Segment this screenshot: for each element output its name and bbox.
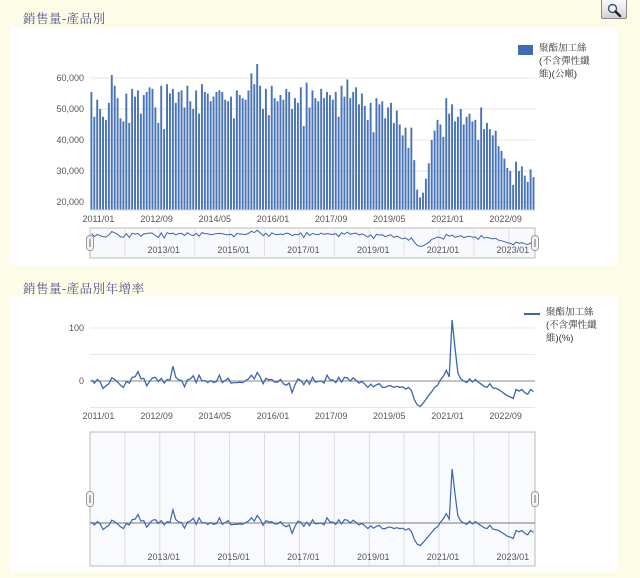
bar (233, 118, 235, 210)
bar (268, 115, 270, 210)
bar (96, 100, 98, 210)
bar (501, 151, 503, 210)
bar (239, 95, 241, 210)
bar (140, 114, 142, 210)
bar (521, 166, 523, 210)
chart2-title: 銷售量-產品別年增率 (23, 282, 145, 296)
navigator-handle-left[interactable] (87, 236, 94, 251)
bar (175, 103, 177, 210)
bar (393, 123, 395, 210)
bar (352, 92, 354, 210)
x-axis-label: 2022/09 (489, 411, 522, 421)
bar (378, 104, 380, 210)
navigator-label: 2017/01 (287, 552, 320, 562)
bar (189, 101, 191, 210)
bar (364, 106, 366, 210)
magnifier-icon (606, 3, 622, 18)
bar (454, 121, 456, 210)
bar (157, 123, 159, 210)
bar (332, 100, 334, 210)
bar (524, 176, 526, 210)
bar (509, 171, 511, 210)
bar (192, 109, 194, 210)
bar (265, 89, 267, 210)
bar (93, 117, 95, 210)
bar (387, 107, 389, 210)
bar (291, 109, 293, 210)
legend-text: 維)(%) (546, 333, 574, 344)
bar (134, 97, 136, 210)
bar (253, 84, 255, 210)
bar (285, 89, 287, 210)
y-axis-label: 30,000 (56, 166, 84, 176)
bar (210, 101, 212, 210)
bar (399, 125, 401, 211)
navigator-label: 2019/01 (356, 245, 390, 255)
navigator-label: 2019/01 (356, 552, 390, 562)
bar (329, 95, 331, 210)
bar (195, 90, 197, 210)
chart2-legend[interactable] (524, 306, 597, 345)
bar (437, 120, 439, 210)
bar (422, 193, 424, 210)
bar (108, 103, 110, 210)
bar (518, 171, 520, 210)
navigator-label: 2023/01 (496, 552, 530, 562)
y-axis-label: 20,000 (56, 197, 84, 207)
bar (213, 97, 215, 210)
bar (227, 101, 229, 210)
bar (375, 98, 377, 210)
bar (495, 131, 497, 210)
navigator-label: 2015/01 (217, 552, 250, 562)
legend-text: (不含彈性纖 (546, 320, 597, 331)
navigator-handle-right[interactable] (532, 492, 539, 507)
bar (259, 86, 261, 210)
yoy-growth-chart-panel (10, 296, 617, 572)
bar (303, 126, 305, 210)
legend-text: 維)(公噸) (539, 69, 577, 80)
bar (503, 159, 505, 210)
bar (466, 117, 468, 210)
bar (480, 107, 482, 210)
bar (530, 169, 532, 210)
x-axis-label: 2021/01 (431, 214, 464, 224)
x-axis-label: 2011/01 (82, 411, 115, 421)
y-axis-label: 100 (68, 323, 84, 333)
bar (294, 98, 296, 210)
bar (512, 185, 514, 210)
navigator-label: 2021/01 (426, 552, 460, 562)
navigator-label: 2013/01 (147, 552, 181, 562)
bar (154, 107, 156, 210)
bar (326, 92, 328, 210)
chart1-legend[interactable] (518, 42, 590, 81)
bar (471, 121, 473, 210)
bar (309, 107, 311, 210)
bar (120, 118, 122, 210)
bar (274, 98, 276, 210)
bar (448, 114, 450, 210)
navigator-label: 2023/01 (496, 245, 530, 255)
bar (341, 86, 343, 210)
bar (474, 120, 476, 210)
bar (439, 125, 441, 211)
sales-volume-chart-panel (10, 28, 617, 265)
bar (149, 87, 151, 210)
bar (114, 86, 116, 210)
bar (184, 107, 186, 210)
bar (288, 92, 290, 210)
bar (117, 98, 119, 210)
bar (533, 177, 535, 210)
bar (445, 98, 447, 210)
y-axis-label: 40,000 (56, 135, 84, 145)
x-axis-label: 2019/05 (373, 411, 406, 421)
bar (373, 132, 375, 210)
bar (498, 146, 500, 210)
bar (224, 100, 226, 210)
bar (431, 140, 433, 210)
bar (390, 103, 392, 210)
y-axis-label: 0 (78, 376, 84, 386)
legend-text: 聚酯加工絲 (546, 307, 594, 318)
bar (370, 103, 372, 210)
bar (492, 135, 494, 210)
bar (201, 84, 203, 210)
bar (402, 135, 404, 210)
bar (122, 121, 124, 210)
bar (166, 84, 168, 210)
bar (425, 179, 427, 210)
bar (216, 92, 218, 210)
bar (99, 109, 101, 210)
bar (358, 104, 360, 210)
bar (355, 87, 357, 210)
navigator-label: 2015/01 (217, 245, 250, 255)
bar (262, 109, 264, 210)
legend-line-swatch (524, 313, 540, 315)
legend-text: (不含彈性纖 (539, 56, 590, 67)
y-axis-label: 50,000 (56, 104, 84, 114)
bar (381, 101, 383, 210)
bar (221, 92, 223, 210)
bar (396, 111, 398, 210)
legend-text: 聚酯加工絲 (539, 43, 587, 54)
bar (186, 86, 188, 210)
bar (230, 97, 232, 210)
x-axis-label: 2016/01 (256, 411, 290, 421)
x-axis-label: 2012/09 (140, 214, 173, 224)
bar (416, 190, 418, 210)
bar (204, 92, 206, 210)
navigator-handle-right[interactable] (532, 236, 539, 251)
bar (250, 73, 252, 210)
navigator-label: 2021/01 (426, 245, 460, 255)
x-axis-label: 2016/01 (256, 214, 290, 224)
navigator-handle-left[interactable] (87, 492, 94, 507)
bar (111, 75, 113, 210)
bar (207, 94, 209, 211)
bar (343, 97, 345, 210)
bar (297, 103, 299, 210)
bar (338, 117, 340, 210)
bar (125, 94, 127, 211)
bar (300, 87, 302, 210)
bar (178, 92, 180, 210)
bar (428, 163, 430, 210)
navigator-label: 2017/01 (287, 245, 320, 255)
bar (198, 114, 200, 210)
bar (311, 90, 313, 210)
bar (143, 95, 145, 210)
bar (457, 117, 459, 210)
bar (282, 100, 284, 210)
bar (172, 89, 174, 210)
bar (460, 109, 462, 210)
bar (163, 129, 165, 210)
bar (271, 86, 273, 210)
y-axis-label: 60,000 (56, 73, 84, 83)
bar (248, 90, 250, 210)
bar (349, 98, 351, 210)
x-axis-label: 2021/01 (431, 411, 464, 421)
bar (489, 129, 491, 210)
bar (419, 197, 421, 210)
bar (361, 94, 363, 211)
x-axis-label: 2011/01 (82, 214, 115, 224)
yoy-series (92, 320, 534, 406)
bar (242, 98, 244, 210)
bar (323, 98, 325, 210)
bar (317, 101, 319, 210)
bar (407, 148, 409, 210)
bar (169, 94, 171, 211)
bar (405, 128, 407, 210)
navigator-label: 2013/01 (147, 245, 181, 255)
x-axis-label: 2012/09 (140, 411, 173, 421)
legend-square-swatch (518, 45, 533, 55)
bar (477, 140, 479, 210)
bar (236, 90, 238, 210)
bar (442, 137, 444, 210)
bar (245, 100, 247, 210)
bar (105, 120, 107, 210)
zoom-button[interactable] (601, 0, 627, 19)
bar (463, 125, 465, 211)
bar (335, 92, 337, 210)
bar (367, 120, 369, 210)
x-axis-label: 2014/05 (198, 411, 232, 421)
bar (527, 182, 529, 210)
bar (280, 95, 282, 210)
x-axis-label: 2017/09 (314, 214, 348, 224)
bar (314, 98, 316, 210)
bar (128, 123, 130, 210)
chart1-title: 銷售量-產品別 (23, 12, 106, 26)
bar (137, 90, 139, 210)
bar (486, 123, 488, 210)
bar (256, 64, 258, 210)
bar (483, 129, 485, 210)
x-axis-label: 2022/09 (489, 214, 522, 224)
bar (410, 128, 412, 210)
bar (102, 117, 104, 210)
bar (346, 80, 348, 210)
bar (181, 90, 183, 210)
bar (152, 89, 154, 210)
bar (160, 86, 162, 210)
bar (320, 89, 322, 210)
bar (146, 92, 148, 210)
bar (90, 92, 92, 210)
x-axis-label: 2017/09 (314, 411, 348, 421)
bar (413, 160, 415, 210)
bar (218, 90, 220, 210)
x-axis-label: 2019/05 (373, 214, 406, 224)
bar (277, 101, 279, 210)
bar (306, 83, 308, 210)
bar (506, 168, 508, 210)
bar (384, 118, 386, 210)
bar (131, 89, 133, 210)
x-axis-label: 2014/05 (198, 214, 232, 224)
navigator-track[interactable] (90, 432, 535, 566)
bar (469, 114, 471, 210)
bar (434, 131, 436, 210)
bar (515, 162, 517, 210)
bar (451, 104, 453, 210)
